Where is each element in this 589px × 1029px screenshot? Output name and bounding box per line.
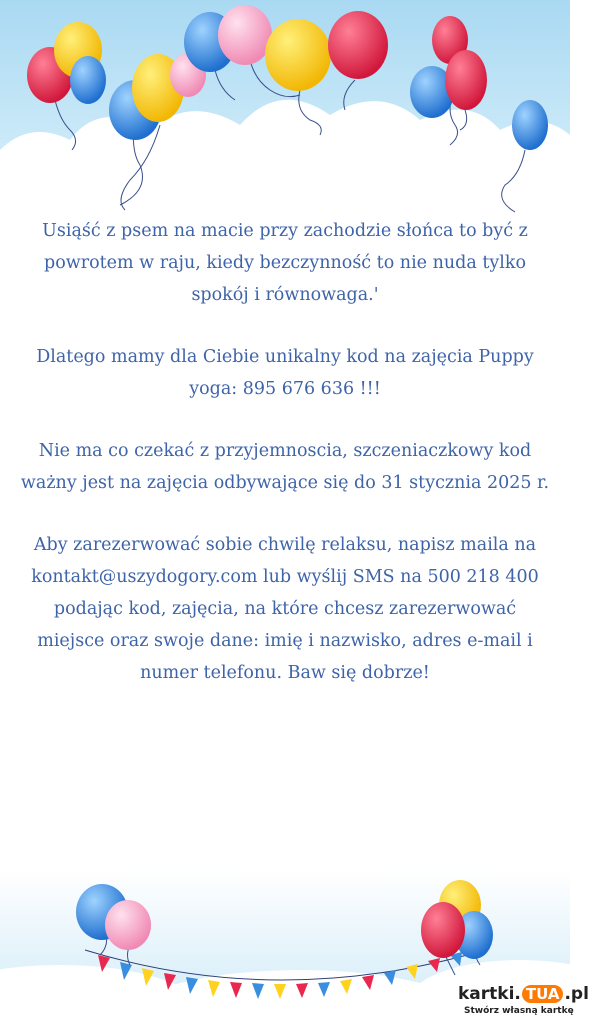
message-paragraph-3: Nie ma co czekać z przyjemnoscia, szczeniaczkowy kod ważny jest na zajęcia odbywające się do 31 stycznia 2025 r. xyxy=(20,441,550,493)
site-logo[interactable] xyxy=(458,984,589,1026)
logo-wordmark xyxy=(458,984,589,1004)
message-paragraph-4: Aby zarezerwować sobie chwilę relaksu, napisz maila na kontakt@uszydogory.com lub wyślij SMS na 500 218 400 podając kod, zajęcia, na które chcesz zarezerwować miejsce oraz swoje dane: imię i nazwisko, adres e-mail i numer telefonu. Baw się dobrze! xyxy=(31,535,539,683)
logo-suffix: .pl xyxy=(564,984,589,1004)
message-paragraph-2: Dlatego mamy dla Ciebie unikalny kod na zajęcia Puppy yoga: 895 676 636 !!! xyxy=(36,347,534,399)
message-paragraph-1: Usiąść z psem na macie przy zachodzie słońca to być z powrotem w raju, kiedy bezczynność to nie nuda tylko spokój i równowaga.' xyxy=(42,221,528,305)
logo-tagline: Stwórz własną kartkę xyxy=(464,1006,574,1016)
logo-prefix: kartki. xyxy=(458,984,521,1004)
card-message xyxy=(20,215,550,719)
logo-highlight: TUA xyxy=(522,985,564,1003)
